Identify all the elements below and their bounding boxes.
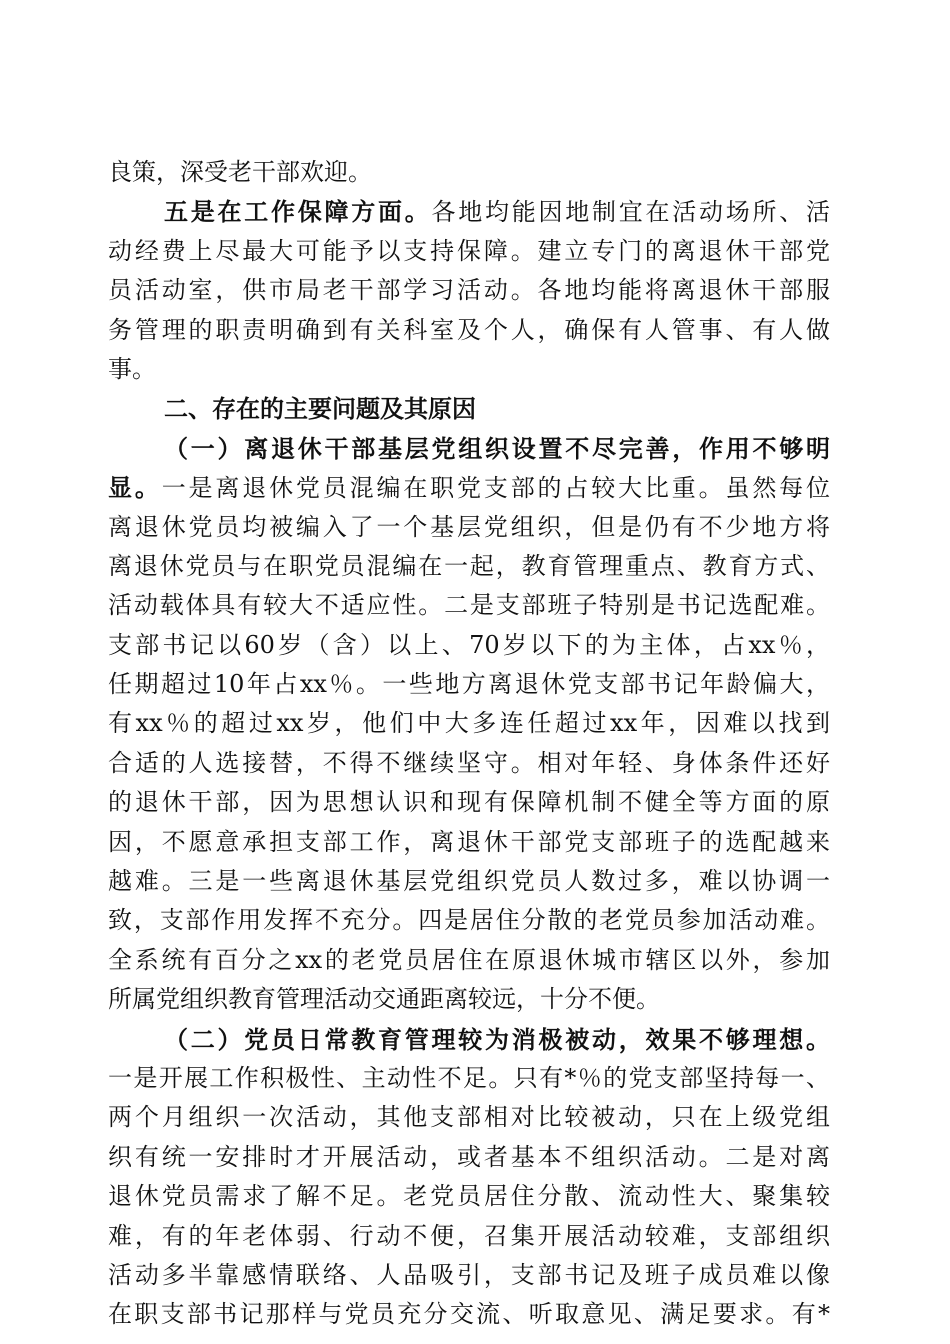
text-line [108, 1177, 830, 1216]
body-text: 动经费上尽最大可能予以支持保障。建立专门的离退休干部党 [108, 236, 830, 265]
body-text: 任期超过10年占xx％。一些地方离退休党支部书记年龄偏大， [108, 670, 830, 699]
text-line [108, 192, 830, 231]
text-line [108, 468, 830, 507]
text-line [108, 665, 830, 704]
text-line [108, 389, 830, 428]
text-line [108, 1138, 830, 1177]
body-text: 在职支部书记那样与党员充分交流、听取意见、满足要求。有* [108, 1300, 830, 1329]
body-text: 难，有的年老体弱、行动不便，召集开展活动较难，支部组织 [108, 1221, 830, 1250]
text-line [108, 271, 830, 310]
body-text: 员活动室，供市局老干部学习活动。各地均能将离退休干部服 [108, 276, 830, 305]
body-text: 两个月组织一次活动，其他支部相对比较被动，只在上级党组 [108, 1103, 830, 1132]
body-text: 一是开展工作积极性、主动性不足。只有*％的党支部坚持每一、 [108, 1063, 830, 1092]
text-line [108, 232, 830, 271]
bold-lead-text: 二、存在的主要问题及其原因 [164, 394, 476, 424]
body-text: 一是离退休党员混编在职党支部的占较大比重。虽然每位 [161, 474, 830, 503]
text-line [108, 429, 830, 468]
body-text: 务管理的职责明确到有关科室及个人，确保有人管事、有人做 [108, 315, 830, 344]
text-line [108, 1256, 830, 1295]
text-line [108, 941, 830, 980]
body-text: 支部书记以60岁（含）以上、70岁以下的为主体，占xx％， [108, 630, 830, 659]
body-text: 致，支部作用发挥不充分。四是居住分散的老党员参加活动难。 [108, 906, 830, 935]
body-text: 活动多半靠感情联络、人品吸引，支部书记及班子成员难以像 [108, 1260, 830, 1289]
body-text: 活动载体具有较大不适应性。二是支部班子特别是书记选配难。 [108, 591, 830, 620]
bold-lead-text: 显。 [108, 473, 162, 503]
text-line [108, 783, 830, 822]
text-line [108, 1020, 830, 1059]
text-line [108, 1217, 830, 1256]
body-text: 的退休干部，因为思想认识和现有保障机制不健全等方面的原 [108, 788, 830, 817]
document-body [108, 153, 830, 1335]
text-line [108, 508, 830, 547]
body-text: 各地均能因地制宜在活动场所、活 [431, 198, 830, 227]
text-line [108, 1059, 830, 1098]
body-text: 良策，深受老干部欢迎。 [108, 158, 372, 186]
text-line [108, 311, 830, 350]
body-text: 因，不愿意承担支部工作，离退休干部党支部班子的选配越来 [108, 827, 830, 856]
text-line [108, 586, 830, 625]
bold-lead-text: 五是在工作保障方面。 [164, 197, 432, 227]
text-line [108, 350, 830, 389]
text-line [108, 823, 830, 862]
bold-lead-text: （二）党员日常教育管理较为消极被动，效果不够理想。 [164, 1024, 830, 1054]
text-line [108, 1098, 830, 1137]
body-text: 合适的人选接替，不得不继续坚守。相对年轻、身体条件还好 [108, 748, 830, 777]
body-text: 全系统有百分之xx的老党员居住在原退休城市辖区以外，参加 [108, 945, 830, 974]
text-line [108, 153, 830, 192]
text-line [108, 744, 830, 783]
text-line [108, 862, 830, 901]
body-text: 离退休党员与在职党员混编在一起，教育管理重点、教育方式、 [108, 551, 830, 580]
text-line [108, 547, 830, 586]
body-text: 事。 [108, 354, 156, 383]
text-line [108, 626, 830, 665]
body-text: 所属党组织教育管理活动交通距离较远，十分不便。 [108, 985, 660, 1014]
text-line [108, 1295, 830, 1334]
body-text: 离退休党员均被编入了一个基层党组织，但是仍有不少地方将 [108, 512, 830, 541]
text-line [108, 901, 830, 940]
body-text: 有xx％的超过xx岁，他们中大多连任超过xx年，因难以找到 [108, 709, 830, 738]
text-line [108, 704, 830, 743]
body-text: 织有统一安排时才开展活动，或者基本不组织活动。二是对离 [108, 1142, 830, 1171]
text-line [108, 980, 830, 1019]
body-text: 退休党员需求了解不足。老党员居住分散、流动性大、聚集较 [108, 1182, 830, 1211]
bold-lead-text: （一）离退休干部基层党组织设置不尽完善，作用不够明 [164, 433, 830, 463]
body-text: 越难。三是一些离退休基层党组织党员人数过多，难以协调一 [108, 867, 830, 896]
